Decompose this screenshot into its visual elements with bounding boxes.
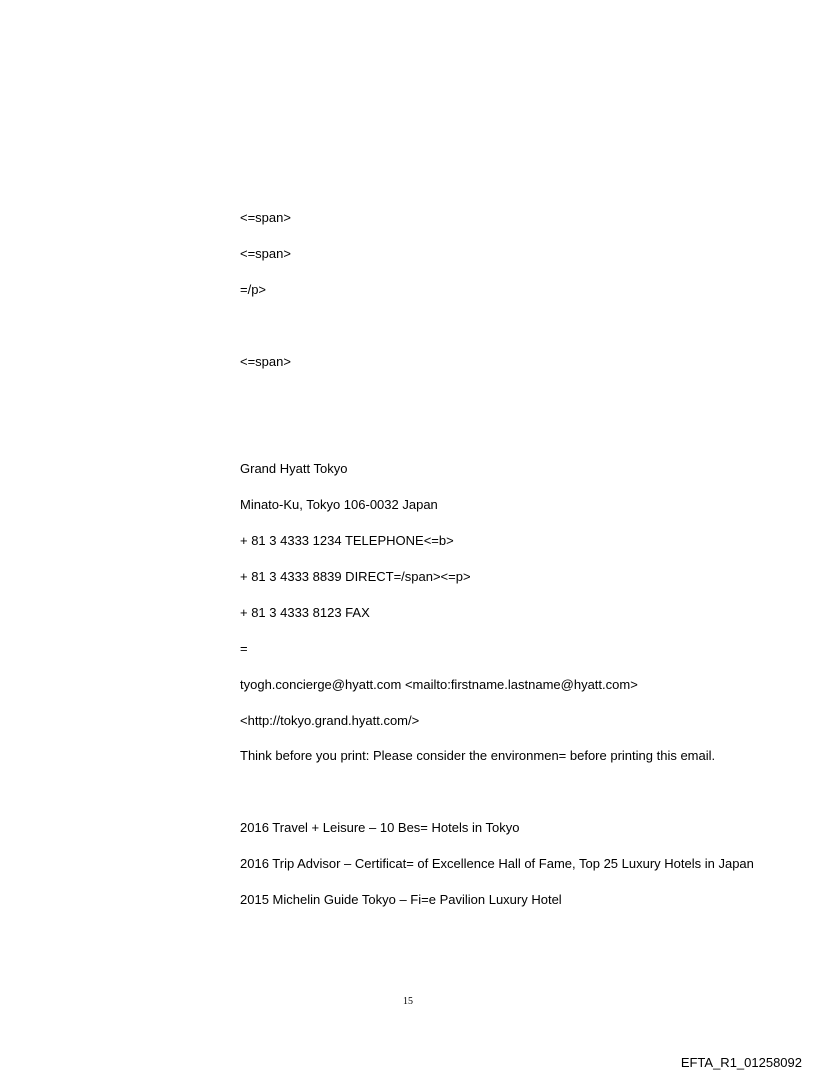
- hotel-address: Minato-Ku, Tokyo 106-0032 Japan: [240, 497, 438, 512]
- hotel-name: Grand Hyatt Tokyo: [240, 461, 348, 476]
- award-line: 2016 Trip Advisor – Certificat= of Excellence Hall of Fame, Top 25 Luxury Hotels in Japan: [240, 856, 754, 871]
- telephone-line: + 81 3 4333 1234 TELEPHONE<=b>: [240, 533, 454, 548]
- fax-line: + 81 3 4333 8123 FAX: [240, 605, 370, 620]
- environment-notice: Think before you print: Please consider the environmen= before printing this email.: [240, 748, 716, 763]
- page-number: 15: [403, 996, 413, 1007]
- span-tag-line: <=span>: [240, 354, 291, 369]
- direct-line: + 81 3 4333 8839 DIRECT=/span><=p>: [240, 569, 471, 584]
- website-line: <http://tokyo.grand.hyatt.com/>: [240, 713, 420, 728]
- document-id: EFTA_R1_01258092: [680, 1055, 802, 1070]
- equals-line: =: [240, 641, 248, 656]
- span-tag-line: <=span>: [240, 246, 291, 261]
- email-line: tyogh.concierge@hyatt.com <mailto:firstname.lastname@hyatt.com>: [240, 677, 638, 692]
- award-line: 2015 Michelin Guide Tokyo – Fi=e Pavilion Luxury Hotel: [240, 892, 562, 907]
- span-tag-line: <=span>: [240, 210, 291, 225]
- paragraph-close-line: =/p>: [240, 282, 267, 297]
- award-line: 2016 Travel + Leisure – 10 Bes= Hotels in Tokyo: [240, 820, 520, 835]
